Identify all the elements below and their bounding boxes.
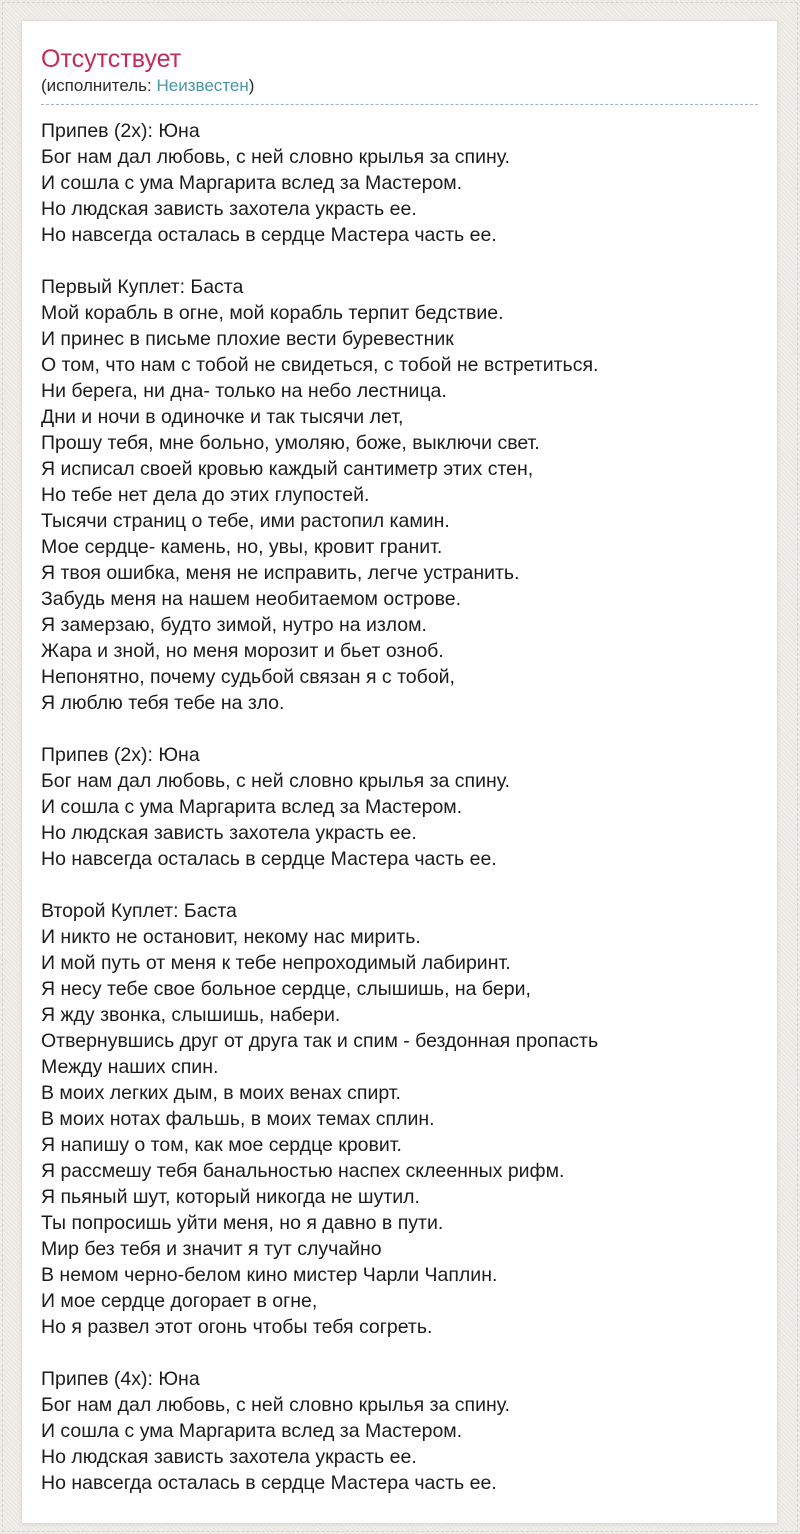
lyric-line: Но тебе нет дела до этих глупостей. [41, 484, 370, 506]
lyric-line: Припев (2x): Юна [41, 120, 200, 142]
lyric-line: И мой путь от меня к тебе непроходимый лабиринт. [41, 952, 511, 974]
lyric-line: Я исписал своей кровью каждый сантиметр этих стен, [41, 458, 534, 480]
lyric-line: Прошу тебя, мне больно, умоляю, боже, выключи свет. [41, 432, 540, 454]
lyric-line: Но людская зависть захотела украсть ее. [41, 822, 417, 844]
lyric-line: В немом черно-белом кино мистер Чарли Чаплин. [41, 1264, 498, 1286]
lyric-line: Первый Куплет: Баста [41, 276, 244, 298]
lyric-line: В моих легких дым, в моих венах спирт. [41, 1082, 401, 1104]
lyric-stanza [41, 742, 758, 872]
lyric-line: Непонятно, почему судьбой связан я с тобой, [41, 666, 455, 688]
lyric-line: Забудь меня на нашем необитаемом острове. [41, 588, 461, 610]
artist-label-close: ) [248, 76, 255, 95]
lyric-line: Отвернувшись друг от друга так и спим - бездонная пропасть [41, 1030, 599, 1052]
lyric-line: Я замерзаю, будто зимой, нутро на излом. [41, 614, 427, 636]
lyric-line: Припев (2x): Юна [41, 744, 200, 766]
lyric-line: Мир без тебя и значит я тут случайно [41, 1238, 382, 1260]
lyric-line: Я жду звонка, слышишь, набери. [41, 1004, 341, 1026]
lyric-line: Мой корабль в огне, мой корабль терпит бедствие. [41, 302, 504, 324]
artist-line [41, 75, 758, 97]
lyric-line: Ни берега, ни дна- только на небо лестница. [41, 380, 447, 402]
lyric-stanza [41, 1366, 758, 1496]
lyrics-text [41, 118, 758, 1496]
lyric-line: Бог нам дал любовь, с ней словно крылья за спину. [41, 146, 510, 168]
artist-label: (исполнитель: [41, 76, 157, 95]
lyric-line: Но навсегда осталась в сердце Мастера часть ее. [41, 224, 497, 246]
lyric-line: Я пьяный шут, который никогда не шутил. [41, 1186, 420, 1208]
lyric-line: Я напишу о том, как мое сердце кровит. [41, 1134, 402, 1156]
lyric-line: Я твоя ошибка, меня не исправить, легче устранить. [41, 562, 520, 584]
lyric-line: И никто не остановит, некому нас мирить. [41, 926, 421, 948]
lyric-line: Я несу тебе свое больное сердце, слышишь, на бери, [41, 978, 531, 1000]
lyric-line: В моих нотах фальшь, в моих темах сплин. [41, 1108, 435, 1130]
lyric-line: И сошла с ума Маргарита вслед за Мастером. [41, 796, 463, 818]
lyric-line: О том, что нам с тобой не свидеться, с тобой не встретиться. [41, 354, 599, 376]
lyrics-card [21, 20, 778, 1524]
lyric-line: И принес в письме плохие вести буревестник [41, 328, 454, 350]
lyric-line: Между наших спин. [41, 1056, 219, 1078]
lyric-line: Но людская зависть захотела украсть ее. [41, 1446, 417, 1468]
lyric-line: И сошла с ума Маргарита вслед за Мастером. [41, 1420, 463, 1442]
lyric-stanza [41, 274, 758, 716]
lyric-line: Но людская зависть захотела украсть ее. [41, 198, 417, 220]
lyric-line: Тысячи страниц о тебе, ими растопил камин. [41, 510, 450, 532]
lyric-line: Дни и ночи в одиночке и так тысячи лет, [41, 406, 404, 428]
lyric-stanza [41, 118, 758, 248]
song-header [41, 45, 758, 105]
lyric-line: Но я развел этот огонь чтобы тебя согреть. [41, 1316, 433, 1338]
song-title-link[interactable]: Отсутствует [41, 45, 182, 73]
lyric-line: Ты попросишь уйти меня, но я давно в пути. [41, 1212, 444, 1234]
lyric-line: Припев (4x): Юна [41, 1368, 200, 1390]
lyric-line: И сошла с ума Маргарита вслед за Мастером. [41, 172, 463, 194]
lyric-line: Я рассмешу тебя банальностью наспех склеенных рифм. [41, 1160, 565, 1182]
lyric-line: И мое сердце догорает в огне, [41, 1290, 318, 1312]
lyric-line: Жара и зной, но меня морозит и бьет озноб. [41, 640, 444, 662]
lyric-line: Но навсегда осталась в сердце Мастера часть ее. [41, 848, 497, 870]
lyric-line: Мое сердце- камень, но, увы, кровит гранит. [41, 536, 443, 558]
artist-link[interactable]: Неизвестен [156, 76, 249, 95]
lyric-line: Бог нам дал любовь, с ней словно крылья за спину. [41, 1394, 510, 1416]
lyric-line: Второй Куплет: Баста [41, 900, 237, 922]
lyric-line: Бог нам дал любовь, с ней словно крылья за спину. [41, 770, 510, 792]
lyric-line: Я люблю тебя тебе на зло. [41, 692, 285, 714]
lyric-stanza [41, 898, 758, 1340]
lyric-line: Но навсегда осталась в сердце Мастера часть ее. [41, 1472, 497, 1494]
